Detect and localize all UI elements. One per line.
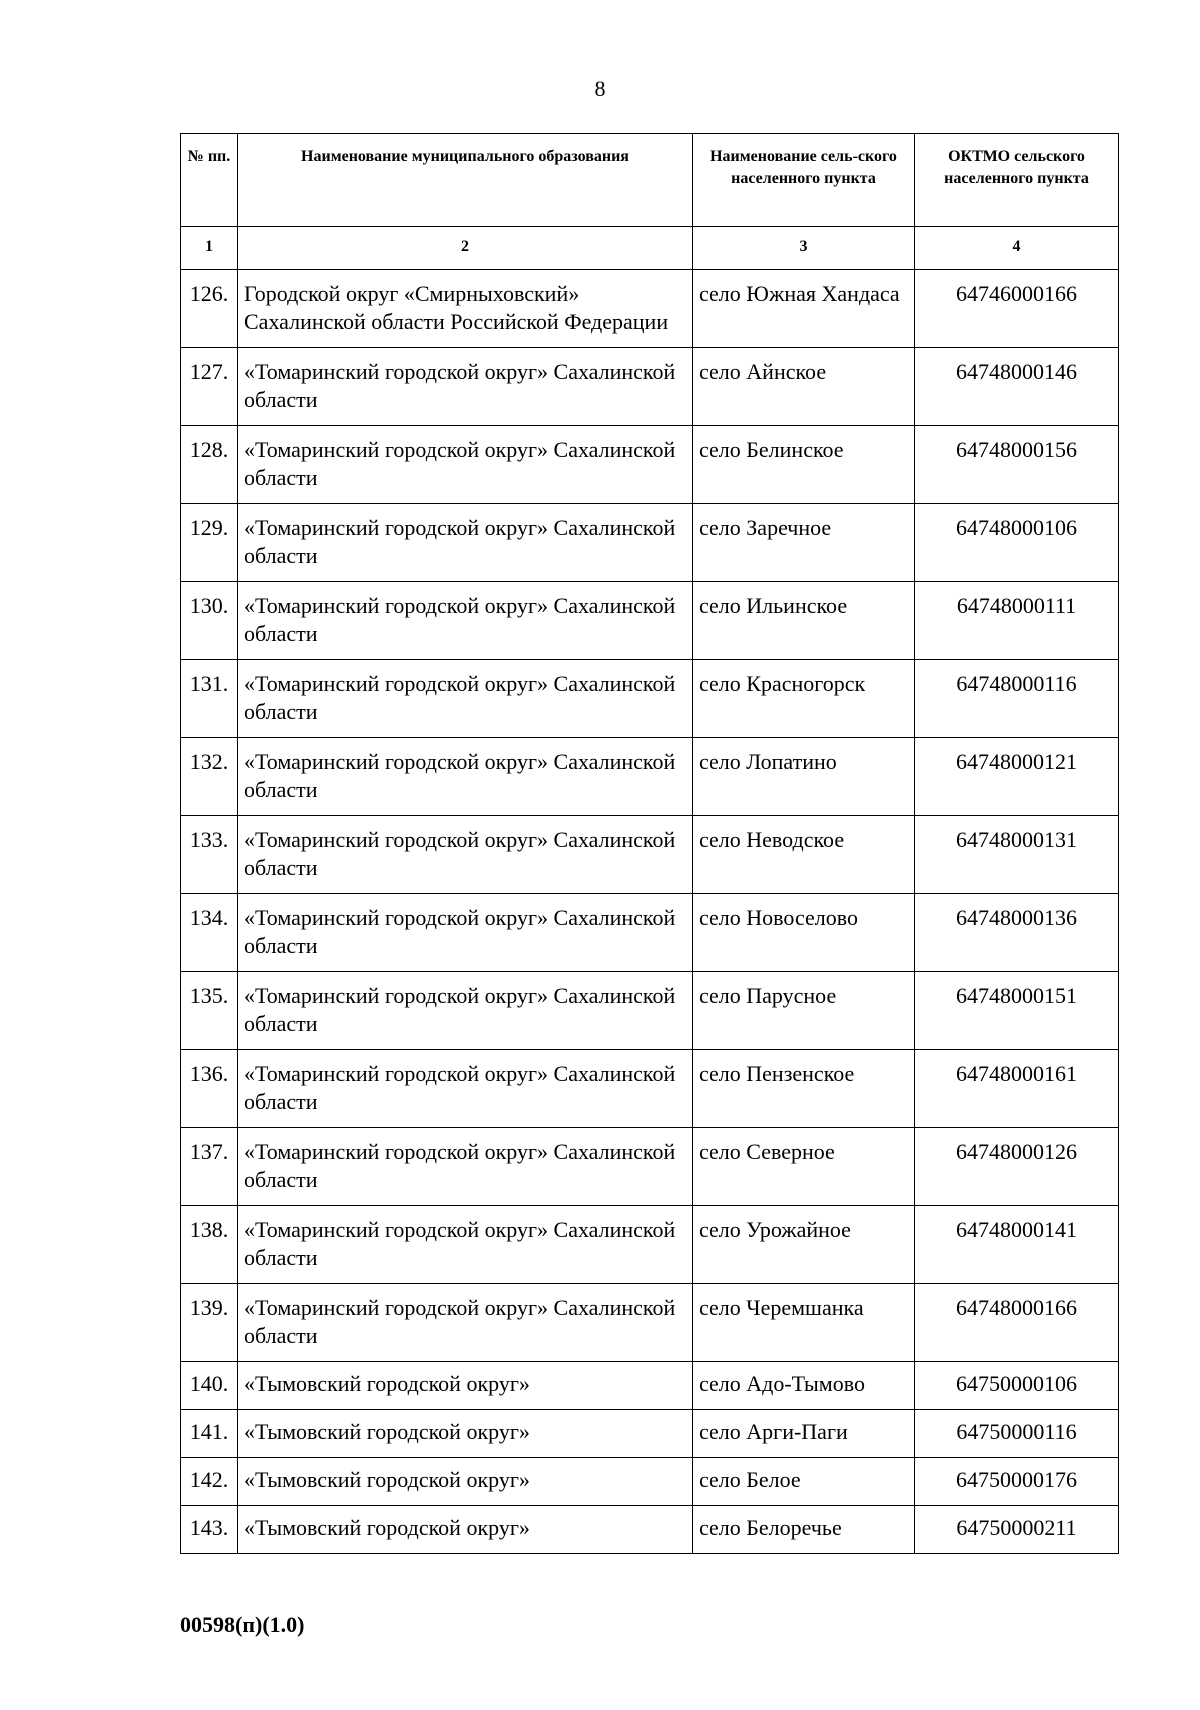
table-row: [181, 270, 1119, 348]
row-oktmo: 64748000146: [915, 348, 1119, 426]
row-number: 142.: [181, 1458, 238, 1506]
row-number: 132.: [181, 738, 238, 816]
row-settlement: село Адо-Тымово: [693, 1362, 915, 1410]
table-row: [181, 504, 1119, 582]
row-number: 136.: [181, 1050, 238, 1128]
table-row: [181, 1410, 1119, 1458]
row-oktmo: 64748000156: [915, 426, 1119, 504]
row-oktmo: 64748000111: [915, 582, 1119, 660]
table-row: [181, 1362, 1119, 1410]
row-settlement: село Белинское: [693, 426, 915, 504]
row-number: 129.: [181, 504, 238, 582]
row-number: 130.: [181, 582, 238, 660]
header-oktmo: ОКТМО сельского населенного пункта: [915, 134, 1119, 227]
row-oktmo: 64750000116: [915, 1410, 1119, 1458]
row-municipality: «Томаринский городской округ» Сахалинской области: [238, 894, 693, 972]
row-settlement: село Белоречье: [693, 1506, 915, 1554]
row-settlement: село Ильинское: [693, 582, 915, 660]
row-settlement: село Парусное: [693, 972, 915, 1050]
row-oktmo: 64748000131: [915, 816, 1119, 894]
column-number-4: 4: [915, 227, 1119, 270]
row-settlement: село Неводское: [693, 816, 915, 894]
row-settlement: село Заречное: [693, 504, 915, 582]
table-row: [181, 1458, 1119, 1506]
row-oktmo: 64748000141: [915, 1206, 1119, 1284]
table-header: [181, 134, 1119, 270]
row-municipality: «Томаринский городской округ» Сахалинской области: [238, 816, 693, 894]
row-number: 135.: [181, 972, 238, 1050]
row-number: 139.: [181, 1284, 238, 1362]
row-municipality: «Томаринский городской округ» Сахалинской области: [238, 1284, 693, 1362]
row-municipality: «Томаринский городской округ» Сахалинской области: [238, 348, 693, 426]
row-number: 134.: [181, 894, 238, 972]
row-municipality: «Томаринский городской округ» Сахалинской области: [238, 660, 693, 738]
row-municipality: «Тымовский городской округ»: [238, 1362, 693, 1410]
table-row: [181, 660, 1119, 738]
column-number-2: 2: [238, 227, 693, 270]
row-number: 128.: [181, 426, 238, 504]
row-oktmo: 64748000151: [915, 972, 1119, 1050]
row-settlement: село Айнское: [693, 348, 915, 426]
row-oktmo: 64748000126: [915, 1128, 1119, 1206]
row-municipality: «Томаринский городской округ» Сахалинской области: [238, 504, 693, 582]
row-municipality: «Тымовский городской округ»: [238, 1506, 693, 1554]
row-oktmo: 64748000166: [915, 1284, 1119, 1362]
row-municipality: «Томаринский городской округ» Сахалинской области: [238, 1206, 693, 1284]
row-number: 131.: [181, 660, 238, 738]
row-number: 143.: [181, 1506, 238, 1554]
header-municipality: Наименование муниципального образования: [238, 134, 693, 227]
header-number: № пп.: [181, 134, 238, 227]
row-settlement: село Лопатино: [693, 738, 915, 816]
row-oktmo: 64750000211: [915, 1506, 1119, 1554]
header-row: [181, 134, 1119, 227]
column-number-3: 3: [693, 227, 915, 270]
row-oktmo: 64748000136: [915, 894, 1119, 972]
header-settlement: Наименование сель-ского населенного пункта: [693, 134, 915, 227]
table-body: [181, 270, 1119, 1554]
row-oktmo: 64748000121: [915, 738, 1119, 816]
row-oktmo: 64746000166: [915, 270, 1119, 348]
table-row: [181, 972, 1119, 1050]
row-oktmo: 64750000106: [915, 1362, 1119, 1410]
table-row: [181, 582, 1119, 660]
row-settlement: село Южная Хандаса: [693, 270, 915, 348]
table-row: [181, 1206, 1119, 1284]
row-settlement: село Северное: [693, 1128, 915, 1206]
row-number: 126.: [181, 270, 238, 348]
row-number: 141.: [181, 1410, 238, 1458]
table-row: [181, 1284, 1119, 1362]
row-number: 138.: [181, 1206, 238, 1284]
row-settlement: село Арги-Паги: [693, 1410, 915, 1458]
row-municipality: «Томаринский городской округ» Сахалинской области: [238, 426, 693, 504]
row-municipality: «Томаринский городской округ» Сахалинской области: [238, 1050, 693, 1128]
row-number: 140.: [181, 1362, 238, 1410]
row-oktmo: 64750000176: [915, 1458, 1119, 1506]
row-municipality: «Тымовский городской округ»: [238, 1410, 693, 1458]
row-municipality: «Томаринский городской округ» Сахалинской области: [238, 1128, 693, 1206]
table-row: [181, 426, 1119, 504]
row-settlement: село Новоселово: [693, 894, 915, 972]
row-number: 133.: [181, 816, 238, 894]
row-oktmo: 64748000116: [915, 660, 1119, 738]
document-code: 00598(п)(1.0): [180, 1612, 305, 1637]
page-number: 8: [594, 76, 606, 101]
table-row: [181, 816, 1119, 894]
row-settlement: село Белое: [693, 1458, 915, 1506]
row-oktmo: 64748000161: [915, 1050, 1119, 1128]
row-settlement: село Урожайное: [693, 1206, 915, 1284]
row-settlement: село Пензенское: [693, 1050, 915, 1128]
row-settlement: село Черемшанка: [693, 1284, 915, 1362]
row-municipality: Городской округ «Смирныховский» Сахалинской области Российской Федерации: [238, 270, 693, 348]
row-municipality: «Томаринский городской округ» Сахалинской области: [238, 972, 693, 1050]
row-number: 127.: [181, 348, 238, 426]
settlements-table: [180, 133, 1119, 1554]
column-number-row: [181, 227, 1119, 270]
row-oktmo: 64748000106: [915, 504, 1119, 582]
row-municipality: «Томаринский городской округ» Сахалинской области: [238, 582, 693, 660]
table-row: [181, 738, 1119, 816]
table-row: [181, 894, 1119, 972]
row-municipality: «Тымовский городской округ»: [238, 1458, 693, 1506]
table-row: [181, 1506, 1119, 1554]
row-number: 137.: [181, 1128, 238, 1206]
table-row: [181, 1128, 1119, 1206]
row-municipality: «Томаринский городской округ» Сахалинской области: [238, 738, 693, 816]
row-settlement: село Красногорск: [693, 660, 915, 738]
table-row: [181, 1050, 1119, 1128]
column-number-1: 1: [181, 227, 238, 270]
table-row: [181, 348, 1119, 426]
